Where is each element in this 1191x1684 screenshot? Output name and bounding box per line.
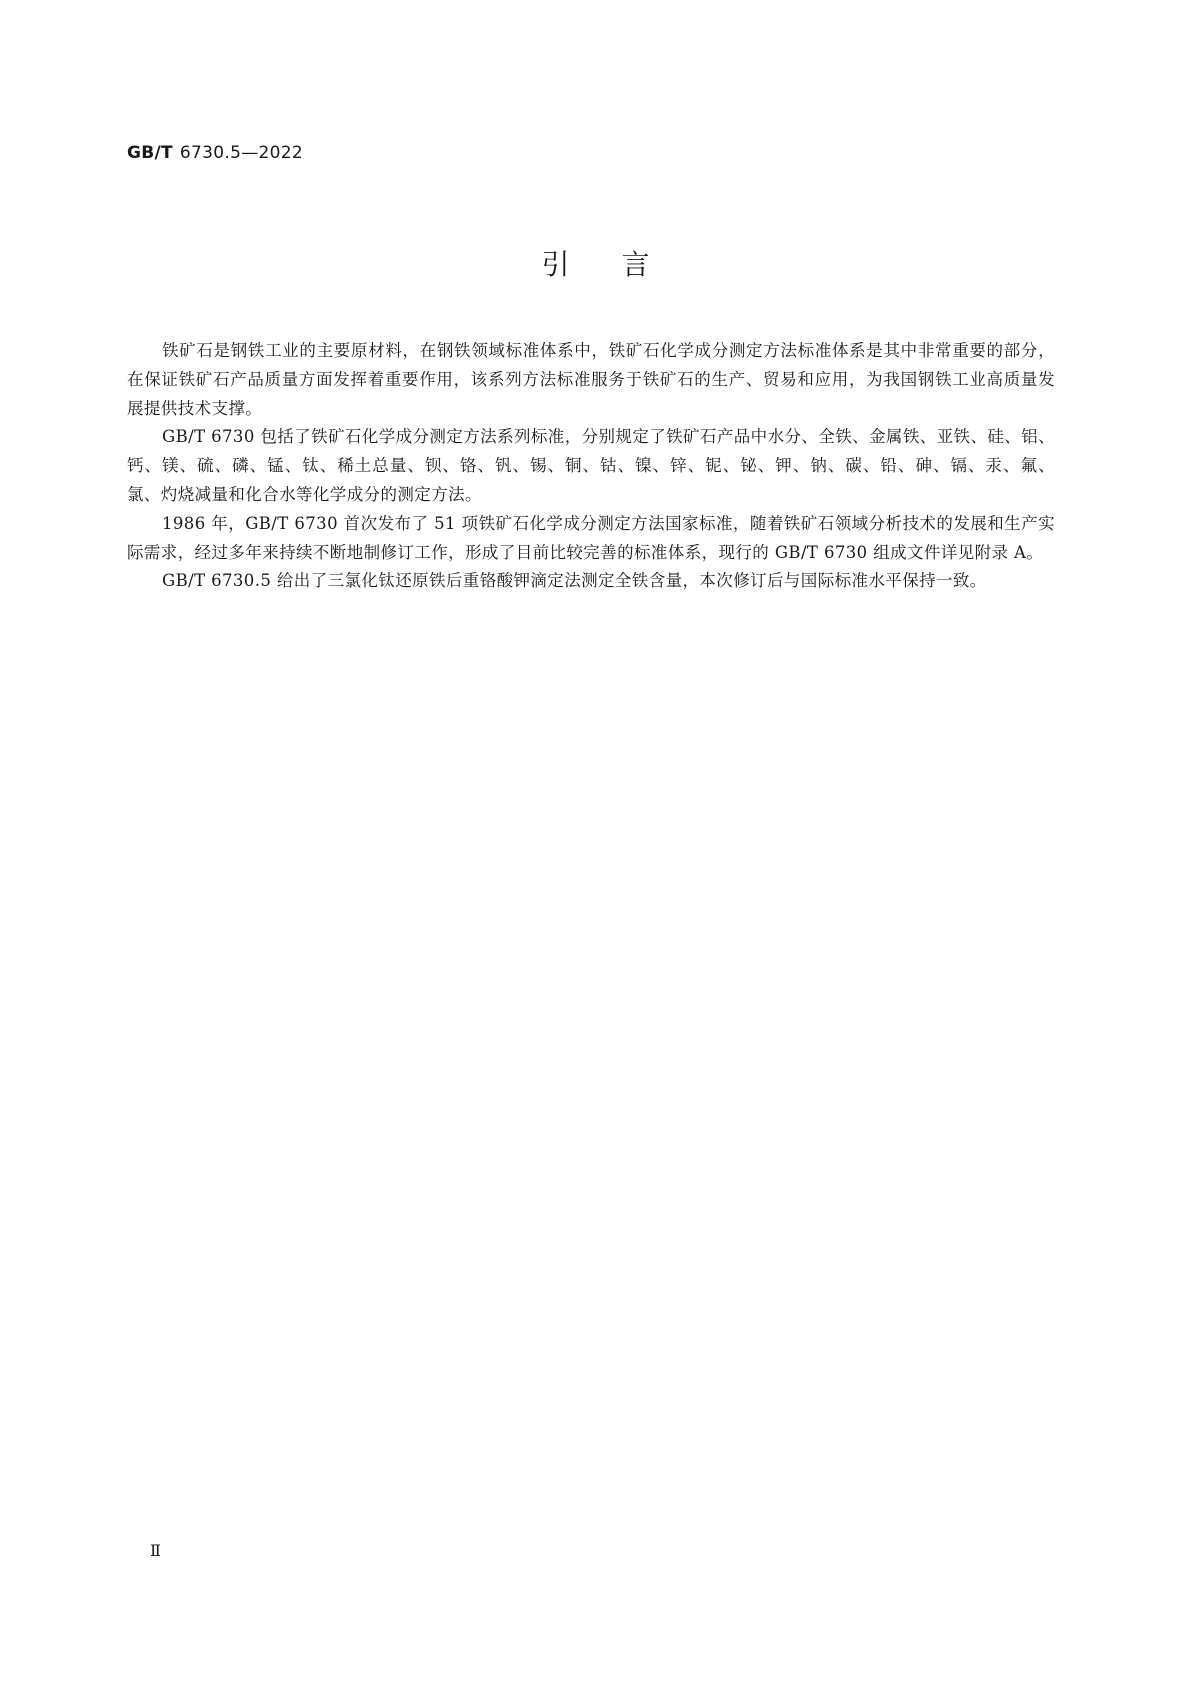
paragraph: GB/T 6730 包括了铁矿石化学成分测定方法系列标准，分别规定了铁矿石产品中水分、全铁、金属铁、亚铁、硅、铝、钙、镁、硫、磷、锰、钛、稀土总量、钡、铬、钒、锡、铜、钴、镍、锌、铌、铋、钾、钠、碳、铅、砷、镉、汞、氟、氯、灼烧减量和化合水等化学成分的测定方法。 (127, 427, 1055, 504)
paragraph: 1986 年，GB/T 6730 首次发布了 51 项铁矿石化学成分测定方法国家标准，随着铁矿石领域分析技术的发展和生产实际需求，经过多年来持续不断地制修订工作，形成了目前比较完善的标准体系，现行的 GB/T 6730 组成文件详见附录 A。 (127, 513, 1055, 562)
standard-number: 6730.5—2022 (179, 143, 303, 163)
paragraph: 铁矿石是钢铁工业的主要原材料，在钢铁领域标准体系中，铁矿石化学成分测定方法标准体系是其中非常重要的部分，在保证铁矿石产品质量方面发挥着重要作用，该系列方法标准服务于铁矿石的生产、贸易和应用，为我国钢铁工业高质量发展提供技术支撑。 (127, 341, 1055, 418)
standard-header (127, 143, 303, 163)
page-number: Ⅱ (150, 1541, 160, 1560)
standard-prefix: GB/T (127, 143, 173, 163)
paragraph: GB/T 6730.5 给出了三氯化钛还原铁后重铬酸钾滴定法测定全铁含量，本次修订后与国际标准水平保持一致。 (162, 571, 987, 591)
introduction-body (127, 337, 1055, 596)
section-title: 引言 (541, 248, 702, 281)
